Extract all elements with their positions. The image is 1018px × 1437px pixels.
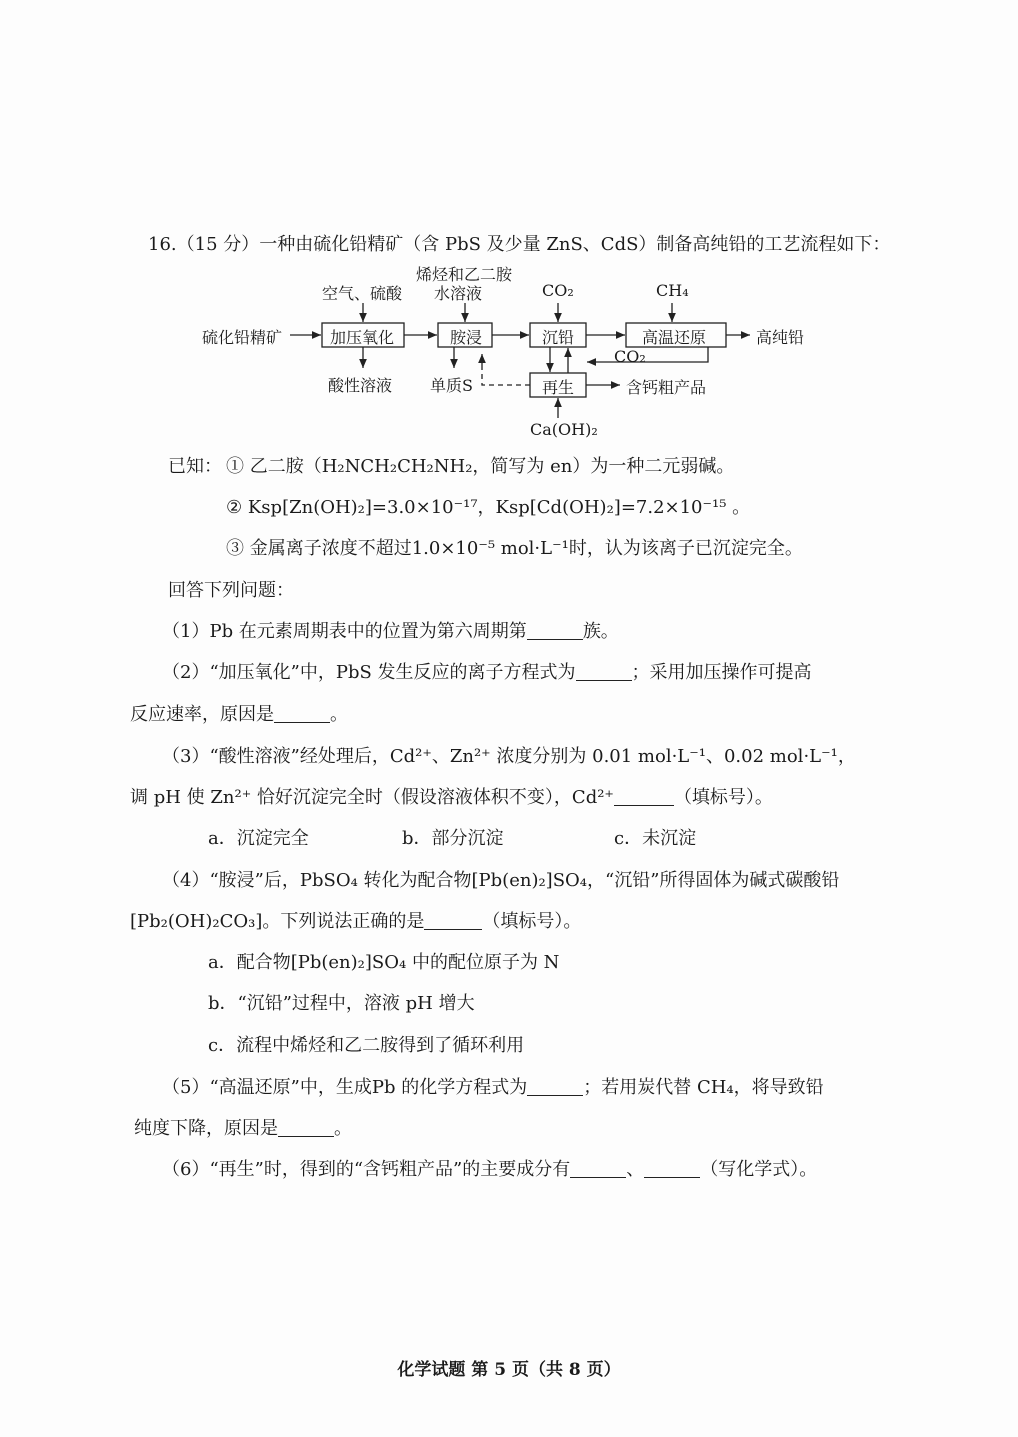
question-4: （4）“胺浸”后，PbSO₄ 转化为配合物[Pb(en)₂]SO₄，“沉铅”所得固体为碱式碳酸铅 (162, 870, 840, 891)
known-item-1: ① 乙二胺（H₂NCH₂CH₂NH₂，简写为 en）为一种二元弱碱。 (226, 456, 735, 477)
known-item-3: ③ 金属离子浓度不超过1.0×10⁻⁵ mol·L⁻¹时，认为该离子已沉淀完全。 (226, 538, 803, 559)
q6-text-b: 、 (626, 1159, 645, 1180)
q3-option-b: b．部分沉淀 (402, 828, 504, 849)
q4-option-b: b．“沉铅”过程中，溶液 pH 增大 (208, 993, 475, 1014)
flow-box-high-temp-reduction: 高温还原 (642, 328, 707, 347)
flow-output-acid-solution: 酸性溶液 (328, 376, 393, 395)
known-item-2: ② Ksp[Zn(OH)₂]=3.0×10⁻¹⁷，Ksp[Cd(OH)₂]=7.2×10⁻¹⁵ 。 (226, 497, 751, 518)
q6-blank-2[interactable] (644, 1159, 700, 1178)
flow-input-co2: CO₂ (542, 281, 574, 300)
q5-text-a: （5）“高温还原”中，生成Pb 的化学方程式为 (162, 1077, 528, 1098)
q3-blank[interactable] (614, 787, 674, 806)
known-label: 已知： (168, 456, 222, 477)
flow-input-air-acid: 空气、硫酸 (322, 284, 403, 303)
q4-option-c: c．流程中烯烃和乙二胺得到了循环利用 (208, 1035, 525, 1056)
question-5-cont (134, 1117, 352, 1141)
q2-blank-2[interactable] (274, 704, 330, 723)
q5-text-b: ；若用炭代替 CH₄，将导致铅 (583, 1077, 824, 1098)
flow-output-pure-lead: 高纯铅 (756, 328, 805, 347)
q4-option-a: a．配合物[Pb(en)₂]SO₄ 中的配位原子为 N (208, 952, 560, 973)
q6-blank-1[interactable] (570, 1159, 626, 1178)
question-5 (162, 1076, 824, 1100)
q3-option-a: a．沉淀完全 (208, 828, 309, 849)
flow-box-lead-precipitation: 沉铅 (542, 328, 575, 347)
flow-input-olefin-amine-line2: 水溶液 (434, 284, 483, 303)
question-2-cont (130, 703, 348, 727)
q2-text-d: 。 (330, 704, 348, 725)
flow-box-amine-leach: 胺浸 (450, 328, 483, 347)
q5-text-d: 。 (334, 1118, 352, 1139)
q2-text-a: （2）“加压氧化”中，PbS 发生反应的离子方程式为 (162, 662, 576, 683)
question-2 (162, 661, 812, 685)
q1-blank[interactable] (527, 621, 583, 640)
answer-prompt: 回答下列问题： (168, 580, 294, 601)
question-6 (162, 1158, 817, 1182)
process-flow-diagram (190, 258, 850, 448)
q5-blank-1[interactable] (527, 1077, 583, 1096)
q3-option-c: c．未沉淀 (614, 828, 697, 849)
question-3: （3）“酸性溶液”经处理后，Cd²⁺、Zn²⁺ 浓度分别为 0.01 mol·L⁻¹、0.02 mol·L⁻¹， (162, 746, 856, 767)
flow-output-sulfur: 单质S (430, 376, 473, 395)
q5-text-c: 纯度下降，原因是 (134, 1118, 278, 1139)
q2-blank-1[interactable] (576, 662, 632, 681)
q3-text-c: （填标号）。 (673, 787, 773, 808)
flow-input-ch4: CH₄ (656, 281, 689, 300)
q4-text-b: [Pb₂(OH)₂CO₃]。下列说法正确的是 (130, 911, 425, 932)
flow-input-olefin-amine-line1: 烯烃和乙二胺 (416, 265, 513, 284)
flow-output-calcium-product: 含钙粗产品 (626, 378, 707, 397)
question-4-cont (130, 910, 581, 934)
q3-text-b: 调 pH 使 Zn²⁺ 恰好沉淀完全时（假设溶液体积不变），Cd²⁺ (130, 787, 614, 808)
flow-recycle-co2: CO₂ (614, 347, 646, 366)
q6-text-c: （写化学式）。 (700, 1159, 818, 1180)
q2-text-b: ；采用加压操作可提高 (631, 662, 812, 683)
q6-text-a: （6）“再生”时，得到的“含钙粗产品”的主要成分有 (162, 1159, 571, 1180)
page-footer: 化学试题 第 5 页（共 8 页） (397, 1360, 621, 1380)
flow-box-pressure-oxidation: 加压氧化 (330, 328, 395, 347)
q1-text-a: （1）Pb 在元素周期表中的位置为第六周期第 (162, 621, 527, 642)
q1-text-b: 族。 (582, 621, 619, 642)
question-3-cont (130, 786, 773, 810)
question-header: 16.（15 分）一种由硫化铅精矿（含 PbS 及少量 ZnS、CdS）制备高纯铅的工艺流程如下： (148, 234, 891, 255)
q5-blank-2[interactable] (278, 1118, 334, 1137)
flow-input-calcium-hydroxide: Ca(OH)₂ (530, 420, 598, 439)
flow-input-label: 硫化铅精矿 (202, 328, 283, 347)
flow-lines (190, 258, 850, 448)
q4-blank[interactable] (424, 911, 482, 930)
q4-text-c: （填标号）。 (482, 911, 582, 932)
flow-box-regeneration: 再生 (542, 378, 575, 397)
q2-text-c: 反应速率，原因是 (130, 704, 274, 725)
question-1 (162, 620, 619, 644)
